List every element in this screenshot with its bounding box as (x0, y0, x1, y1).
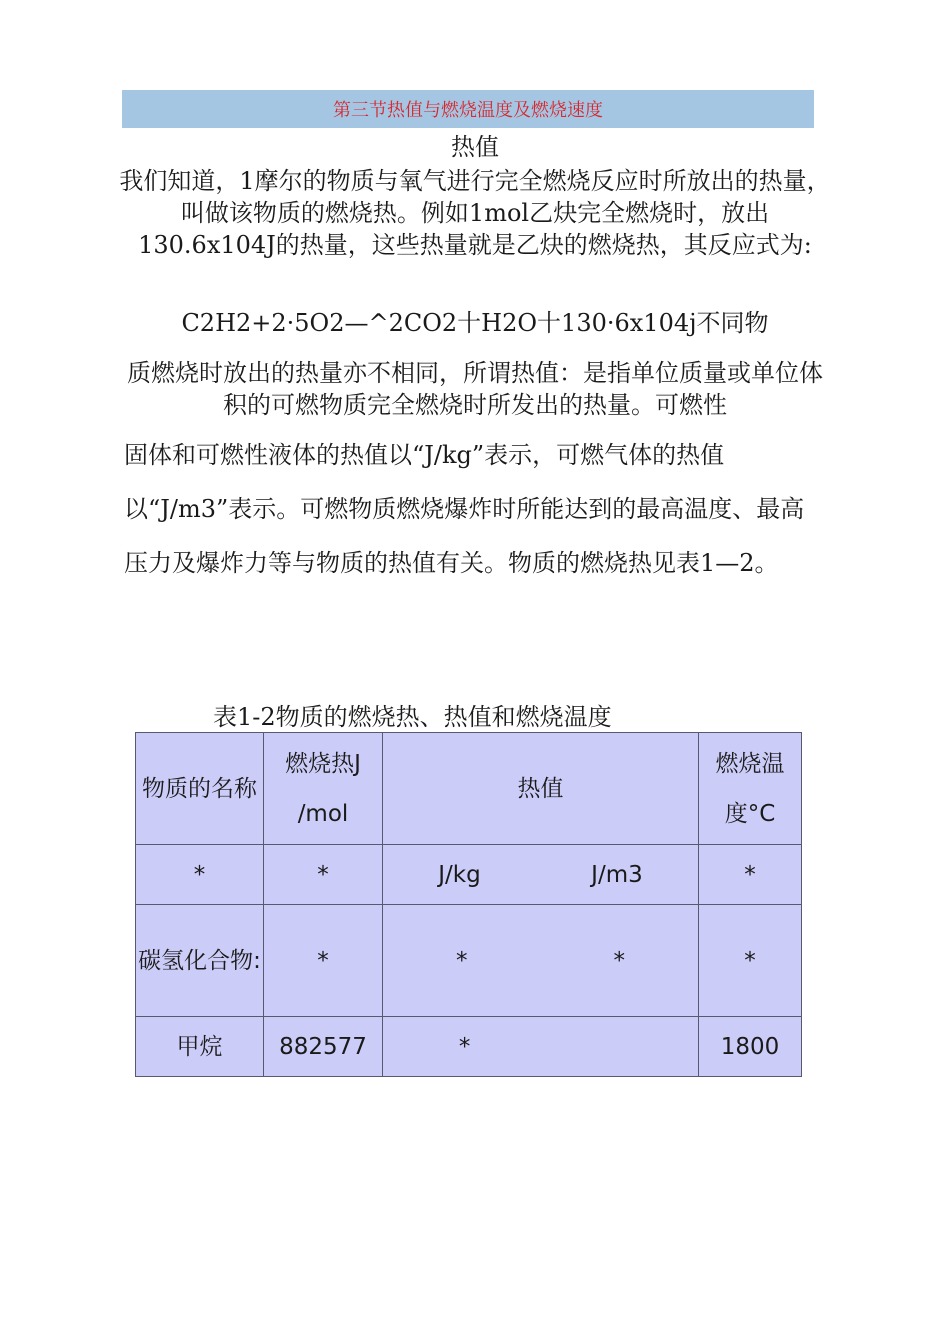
cell-per-kg: * (456, 947, 468, 974)
units-heat-of-combustion: * (264, 845, 383, 905)
cell-combustion-temp: 1800 (699, 1017, 802, 1077)
header-combustion-temp: 燃烧温度°C (699, 733, 802, 845)
unit-per-m3: J/m3 (591, 861, 643, 888)
header-heat-of-combustion: 燃烧热J /mol (264, 733, 383, 845)
units-heating-value (383, 845, 699, 905)
cell-heating-value (383, 905, 699, 1017)
units-combustion-temp: * (699, 845, 802, 905)
cell-per-kg: * (458, 1033, 471, 1060)
paragraph-units: 固体和可燃性液体的热值以“J/kg”表示，可燃气体的热值以“J/m3”表示。可燃物质燃烧爆炸时所能达到的最高温度、最高压力及爆炸力等与物质的热值有关。物质的燃烧热见表1—2。 (124, 441, 805, 577)
section-title: 第三节热值与燃烧温度及燃烧速度 (333, 100, 603, 121)
table-header-row (136, 733, 802, 845)
table-caption: 表1-2物质的燃烧热、热值和燃烧温度 (213, 703, 612, 731)
cell-name: 甲烷 (136, 1017, 264, 1077)
header-name: 物质的名称 (136, 733, 264, 845)
table-row (136, 905, 802, 1017)
reaction-equation: C2H2+2·5O2—^2CO2十H2O十130·6x104j不同物 (181, 309, 769, 337)
combustion-table (135, 732, 802, 1077)
unit-per-kg: J/kg (438, 861, 481, 888)
units-name: * (136, 845, 264, 905)
header-heating-value: 热值 (383, 733, 699, 845)
cell-name: 碳氢化合物: (136, 905, 264, 1017)
section-title-banner (122, 90, 814, 128)
subheading: 热值 (451, 133, 499, 161)
cell-per-m3: * (613, 947, 625, 974)
cell-heat-of-combustion: 882577 (264, 1017, 383, 1077)
table-units-row (136, 845, 802, 905)
table-row (136, 1017, 802, 1077)
cell-combustion-temp: * (699, 905, 802, 1017)
paragraph-definition: 质燃烧时放出的热量亦不相同，所谓热值：是指单位质量或单位体积的可燃物质完全燃烧时所发出的热量。可燃性 (127, 359, 823, 419)
cell-heat-of-combustion: * (264, 905, 383, 1017)
paragraph-intro: 我们知道，1摩尔的物质与氧气进行完全燃烧反应时所放出的热量，叫做该物质的燃烧热。例如1mol乙炔完全燃烧时，放出130.6x104J的热量，这些热量就是乙炔的燃烧热，其反应式为: (119, 167, 831, 259)
cell-heating-value (383, 1017, 699, 1077)
